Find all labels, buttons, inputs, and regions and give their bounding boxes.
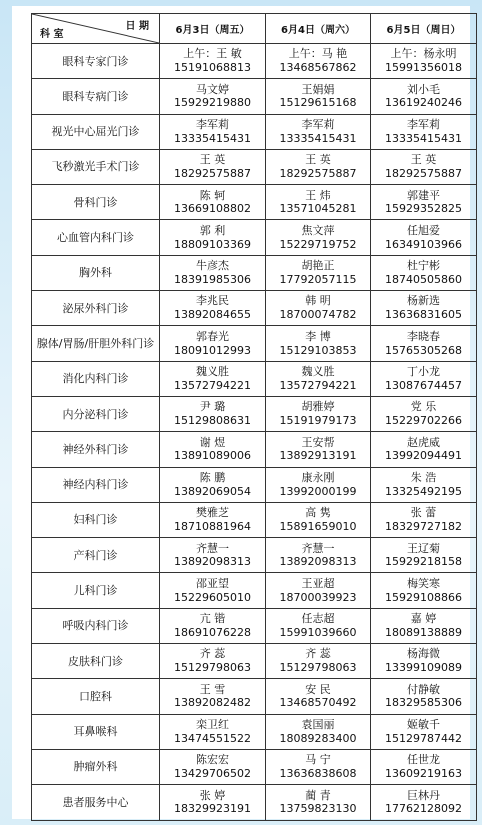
duty-cell bbox=[266, 79, 371, 114]
duty-cell bbox=[266, 255, 371, 290]
duty-cell bbox=[160, 502, 266, 537]
duty-cell bbox=[371, 749, 477, 784]
doctor-name: 马 宁 bbox=[305, 753, 331, 767]
phone-number: 15129808631 bbox=[174, 414, 251, 428]
duty-cell bbox=[266, 749, 371, 784]
doctor-name: 张 蕾 bbox=[410, 506, 437, 520]
duty-cell bbox=[371, 185, 477, 220]
duty-cell bbox=[371, 255, 477, 290]
date-header-label: 日 期 bbox=[125, 21, 149, 32]
department-name: 妇科门诊 bbox=[32, 502, 160, 537]
corner-header-cell bbox=[32, 14, 160, 44]
doctor-name: 姬敏千 bbox=[407, 718, 440, 732]
phone-number: 13892098313 bbox=[279, 555, 357, 569]
duty-cell bbox=[266, 714, 371, 749]
doctor-name: 魏义胜 bbox=[301, 365, 335, 379]
table-row bbox=[32, 608, 477, 643]
doctor-name: 王 英 bbox=[199, 153, 226, 167]
duty-cell bbox=[160, 749, 266, 784]
phone-number: 16349103966 bbox=[385, 237, 462, 251]
doctor-name: 康永刚 bbox=[301, 470, 335, 484]
phone-number: 18089283400 bbox=[279, 731, 357, 745]
duty-cell bbox=[160, 608, 266, 643]
duty-cell bbox=[160, 79, 266, 114]
duty-schedule-table bbox=[31, 13, 477, 821]
doctor-name: 杨新选 bbox=[407, 294, 440, 308]
doctor-name: 王 英 bbox=[410, 153, 437, 167]
doctor-name: 樊雅芝 bbox=[196, 506, 229, 520]
duty-cell bbox=[266, 149, 371, 184]
duty-cell bbox=[160, 291, 266, 326]
phone-number: 13399109089 bbox=[385, 661, 462, 675]
table-row bbox=[32, 220, 477, 255]
duty-cell bbox=[371, 573, 477, 608]
doctor-name: 栾卫红 bbox=[196, 718, 229, 732]
phone-number: 13474551522 bbox=[174, 731, 251, 745]
phone-number: 13892098313 bbox=[174, 555, 251, 569]
duty-cell bbox=[371, 538, 477, 573]
phone-number: 13572794221 bbox=[279, 378, 357, 392]
doctor-name: 赵虎威 bbox=[407, 435, 440, 449]
doctor-name: 焦文萍 bbox=[301, 223, 335, 237]
phone-number: 13892913191 bbox=[279, 449, 357, 463]
doctor-name: 李 博 bbox=[305, 329, 331, 343]
duty-cell bbox=[371, 291, 477, 326]
phone-number: 15929218158 bbox=[385, 555, 462, 569]
table-row bbox=[32, 467, 477, 502]
doctor-name: 陈 鹏 bbox=[199, 470, 226, 484]
department-name: 消化内科门诊 bbox=[32, 361, 160, 396]
phone-number: 18292575887 bbox=[279, 167, 357, 181]
doctor-name: 王安帮 bbox=[301, 435, 335, 449]
table-row bbox=[32, 432, 477, 467]
doctor-name: 王亚超 bbox=[301, 576, 335, 590]
doctor-name: 任志超 bbox=[301, 612, 335, 626]
phone-number: 15929108866 bbox=[385, 590, 462, 604]
doctor-name: 安 民 bbox=[305, 682, 331, 696]
day-header-1: 6月3日（周五） bbox=[160, 14, 266, 44]
doctor-name: 李军莉 bbox=[301, 117, 335, 131]
doctor-name: 陈宏宏 bbox=[196, 753, 229, 767]
duty-cell bbox=[371, 432, 477, 467]
doctor-name: 齐慧一 bbox=[196, 541, 229, 555]
duty-cell bbox=[160, 149, 266, 184]
duty-cell bbox=[371, 644, 477, 679]
doctor-name: 齐 蕊 bbox=[305, 647, 331, 661]
phone-number: 18691076228 bbox=[174, 625, 251, 639]
duty-cell bbox=[371, 502, 477, 537]
department-name: 肿瘤外科 bbox=[32, 749, 160, 784]
department-name: 心血管内科门诊 bbox=[32, 220, 160, 255]
doctor-name: 牛彦杰 bbox=[196, 259, 229, 273]
duty-cell bbox=[371, 326, 477, 361]
doctor-name: 陈 轲 bbox=[199, 188, 226, 202]
doctor-name: 魏义胜 bbox=[196, 365, 229, 379]
phone-number: 18329727182 bbox=[385, 520, 462, 533]
doctor-name: 王 英 bbox=[305, 153, 331, 167]
phone-number: 18329585306 bbox=[385, 696, 462, 710]
phone-number: 13335415431 bbox=[279, 131, 357, 145]
phone-number: 15991039660 bbox=[279, 625, 357, 639]
phone-number: 13892084655 bbox=[174, 308, 251, 322]
duty-cell bbox=[160, 220, 266, 255]
phone-number: 18700039923 bbox=[279, 590, 357, 604]
phone-number: 13759823130 bbox=[279, 802, 357, 816]
department-header-label: 科 室 bbox=[40, 29, 64, 40]
phone-number: 13636831605 bbox=[385, 308, 462, 322]
doctor-name: 党 乐 bbox=[410, 400, 437, 414]
phone-number: 13892082482 bbox=[174, 696, 251, 710]
table-row bbox=[32, 185, 477, 220]
schedule-sheet bbox=[12, 6, 470, 819]
duty-cell bbox=[266, 644, 371, 679]
phone-number: 13429706502 bbox=[174, 767, 251, 781]
duty-cell bbox=[266, 361, 371, 396]
duty-cell bbox=[160, 255, 266, 290]
doctor-name: 王 雪 bbox=[199, 682, 226, 696]
duty-cell bbox=[266, 44, 371, 79]
department-name: 骨科门诊 bbox=[32, 185, 160, 220]
day-header-2: 6月4日（周六） bbox=[266, 14, 371, 44]
duty-cell bbox=[371, 714, 477, 749]
doctor-name: 梅笑寒 bbox=[407, 576, 440, 590]
department-name: 胸外科 bbox=[32, 255, 160, 290]
department-name: 飞秒激光手术门诊 bbox=[32, 149, 160, 184]
duty-cell bbox=[160, 361, 266, 396]
department-name: 口腔科 bbox=[32, 679, 160, 714]
duty-cell bbox=[266, 608, 371, 643]
phone-number: 18089138889 bbox=[385, 625, 462, 639]
doctor-name: 尹 璐 bbox=[199, 400, 226, 414]
phone-number: 13892069054 bbox=[174, 484, 251, 498]
day-header-3: 6月5日（周日） bbox=[371, 14, 477, 44]
table-row bbox=[32, 679, 477, 714]
doctor-name: 郭春光 bbox=[196, 329, 229, 343]
phone-number: 15229702266 bbox=[385, 414, 462, 428]
phone-number: 13669108802 bbox=[174, 202, 251, 216]
phone-number: 18809103369 bbox=[174, 237, 251, 251]
duty-cell bbox=[160, 785, 266, 820]
phone-number: 13619240246 bbox=[385, 96, 462, 110]
table-row bbox=[32, 644, 477, 679]
duty-cell bbox=[266, 538, 371, 573]
duty-cell bbox=[160, 432, 266, 467]
doctor-name: 上午：王 敏 bbox=[183, 47, 242, 61]
phone-number: 18329923191 bbox=[174, 802, 251, 816]
duty-cell bbox=[160, 679, 266, 714]
duty-cell bbox=[160, 44, 266, 79]
phone-number: 15129103853 bbox=[279, 343, 357, 357]
table-row bbox=[32, 114, 477, 149]
doctor-name: 刘小毛 bbox=[407, 82, 440, 96]
duty-cell bbox=[266, 502, 371, 537]
duty-cell bbox=[371, 79, 477, 114]
doctor-name: 蔺 青 bbox=[305, 788, 331, 802]
duty-cell bbox=[266, 573, 371, 608]
phone-number: 13891089006 bbox=[174, 449, 251, 463]
phone-number: 18292575887 bbox=[174, 167, 251, 181]
duty-cell bbox=[160, 573, 266, 608]
phone-number: 15129787442 bbox=[385, 731, 462, 745]
duty-cell bbox=[371, 679, 477, 714]
doctor-name: 杨海微 bbox=[407, 647, 440, 661]
duty-cell bbox=[266, 185, 371, 220]
duty-cell bbox=[266, 467, 371, 502]
phone-number: 15191068813 bbox=[174, 61, 251, 75]
duty-cell bbox=[266, 679, 371, 714]
phone-number: 15191979173 bbox=[279, 414, 357, 428]
duty-cell bbox=[371, 220, 477, 255]
duty-cell bbox=[266, 785, 371, 820]
doctor-name: 袁国丽 bbox=[301, 718, 335, 732]
phone-number: 13636838608 bbox=[279, 767, 357, 781]
table-row bbox=[32, 79, 477, 114]
department-name: 视光中心屈光门诊 bbox=[32, 114, 160, 149]
department-name: 患者服务中心 bbox=[32, 785, 160, 820]
table-row bbox=[32, 361, 477, 396]
doctor-name: 朱 浩 bbox=[410, 470, 437, 484]
phone-number: 15229605010 bbox=[174, 590, 251, 604]
department-name: 皮肤科门诊 bbox=[32, 644, 160, 679]
department-name: 呼吸内科门诊 bbox=[32, 608, 160, 643]
phone-number: 15129798063 bbox=[279, 661, 357, 675]
department-name: 眼科专病门诊 bbox=[32, 79, 160, 114]
doctor-name: 胡艳正 bbox=[301, 259, 335, 273]
duty-cell bbox=[160, 396, 266, 431]
table-row bbox=[32, 573, 477, 608]
doctor-name: 付静敏 bbox=[407, 682, 440, 696]
doctor-name: 齐 蕊 bbox=[199, 647, 226, 661]
phone-number: 15929219880 bbox=[174, 96, 251, 110]
table-row bbox=[32, 326, 477, 361]
doctor-name: 丁小龙 bbox=[407, 365, 440, 379]
doctor-name: 杜宁彬 bbox=[407, 259, 440, 273]
doctor-name: 嘉 婷 bbox=[410, 612, 437, 626]
department-name: 眼科专家门诊 bbox=[32, 44, 160, 79]
doctor-name: 韩 明 bbox=[305, 294, 331, 308]
table-row bbox=[32, 396, 477, 431]
duty-cell bbox=[266, 114, 371, 149]
table-row bbox=[32, 502, 477, 537]
phone-number: 13572794221 bbox=[174, 378, 251, 392]
phone-number: 13335415431 bbox=[385, 131, 462, 145]
duty-cell bbox=[266, 432, 371, 467]
duty-cell bbox=[160, 644, 266, 679]
duty-cell bbox=[160, 185, 266, 220]
duty-cell bbox=[266, 326, 371, 361]
doctor-name: 上午：马 艳 bbox=[288, 47, 348, 61]
table-row bbox=[32, 44, 477, 79]
duty-cell bbox=[371, 396, 477, 431]
doctor-name: 任旭爱 bbox=[407, 223, 440, 237]
phone-number: 18391985306 bbox=[174, 272, 251, 286]
department-name: 泌尿外科门诊 bbox=[32, 291, 160, 326]
doctor-name: 王 炜 bbox=[305, 188, 331, 202]
department-name: 神经内科门诊 bbox=[32, 467, 160, 502]
duty-cell bbox=[160, 467, 266, 502]
phone-number: 13992094491 bbox=[385, 449, 462, 463]
phone-number: 18292575887 bbox=[385, 167, 462, 181]
doctor-name: 郭 利 bbox=[199, 223, 226, 237]
phone-number: 13609219163 bbox=[385, 767, 462, 781]
duty-cell bbox=[371, 44, 477, 79]
duty-cell bbox=[266, 291, 371, 326]
phone-number: 15765305268 bbox=[385, 343, 462, 357]
phone-number: 15129798063 bbox=[174, 661, 251, 675]
phone-number: 18740505860 bbox=[385, 272, 462, 286]
doctor-name: 王娟娟 bbox=[301, 82, 335, 96]
phone-number: 18091012993 bbox=[174, 343, 251, 357]
phone-number: 13325492195 bbox=[385, 484, 462, 498]
doctor-name: 李晓春 bbox=[407, 329, 440, 343]
duty-cell bbox=[160, 114, 266, 149]
schedule-body bbox=[32, 44, 477, 821]
phone-number: 13335415431 bbox=[174, 131, 251, 145]
doctor-name: 任世龙 bbox=[407, 753, 440, 767]
doctor-name: 李军莉 bbox=[196, 117, 229, 131]
doctor-name: 胡雅婷 bbox=[301, 400, 335, 414]
doctor-name: 李兆民 bbox=[196, 294, 229, 308]
doctor-name: 亢 锴 bbox=[199, 612, 226, 626]
phone-number: 13087674457 bbox=[385, 378, 462, 392]
duty-cell bbox=[371, 785, 477, 820]
phone-number: 18700074782 bbox=[279, 308, 357, 322]
phone-number: 15129615168 bbox=[279, 96, 357, 110]
duty-cell bbox=[160, 714, 266, 749]
table-row bbox=[32, 749, 477, 784]
doctor-name: 齐慧一 bbox=[301, 541, 335, 555]
phone-number: 13468567862 bbox=[279, 61, 357, 75]
phone-number: 18710881964 bbox=[174, 520, 251, 533]
duty-cell bbox=[371, 361, 477, 396]
table-row bbox=[32, 149, 477, 184]
department-name: 产科门诊 bbox=[32, 538, 160, 573]
phone-number: 13571045281 bbox=[279, 202, 357, 216]
doctor-name: 李军莉 bbox=[407, 117, 440, 131]
doctor-name: 马文婷 bbox=[196, 82, 229, 96]
duty-cell bbox=[266, 220, 371, 255]
department-name: 耳鼻喉科 bbox=[32, 714, 160, 749]
doctor-name: 邵亚望 bbox=[196, 576, 229, 590]
doctor-name: 巨林丹 bbox=[407, 788, 440, 802]
department-name: 腺体/胃肠/肝胆外科门诊 bbox=[32, 326, 160, 361]
doctor-name: 张 婷 bbox=[199, 788, 226, 802]
phone-number: 17762128092 bbox=[385, 802, 462, 816]
doctor-name: 谢 煜 bbox=[199, 435, 226, 449]
duty-cell bbox=[371, 467, 477, 502]
header-row bbox=[32, 14, 477, 44]
phone-number: 15929352825 bbox=[385, 202, 462, 216]
table-row bbox=[32, 785, 477, 820]
department-name: 神经外科门诊 bbox=[32, 432, 160, 467]
duty-cell bbox=[371, 114, 477, 149]
department-name: 内分泌科门诊 bbox=[32, 396, 160, 431]
duty-cell bbox=[266, 396, 371, 431]
duty-cell bbox=[371, 149, 477, 184]
phone-number: 15229719752 bbox=[279, 237, 357, 251]
duty-cell bbox=[160, 538, 266, 573]
phone-number: 17792057115 bbox=[279, 272, 357, 286]
duty-cell bbox=[371, 608, 477, 643]
table-row bbox=[32, 714, 477, 749]
phone-number: 15991356018 bbox=[385, 61, 462, 75]
doctor-name: 高 隽 bbox=[305, 506, 331, 520]
phone-number: 15891659010 bbox=[279, 520, 357, 533]
doctor-name: 王辽菊 bbox=[407, 541, 440, 555]
doctor-name: 郭建平 bbox=[407, 188, 440, 202]
department-name: 儿科门诊 bbox=[32, 573, 160, 608]
phone-number: 13992000199 bbox=[279, 484, 357, 498]
phone-number: 13468570492 bbox=[279, 696, 357, 710]
table-row bbox=[32, 255, 477, 290]
duty-cell bbox=[160, 326, 266, 361]
table-row bbox=[32, 538, 477, 573]
table-row bbox=[32, 291, 477, 326]
doctor-name: 上午：杨永明 bbox=[390, 47, 457, 61]
